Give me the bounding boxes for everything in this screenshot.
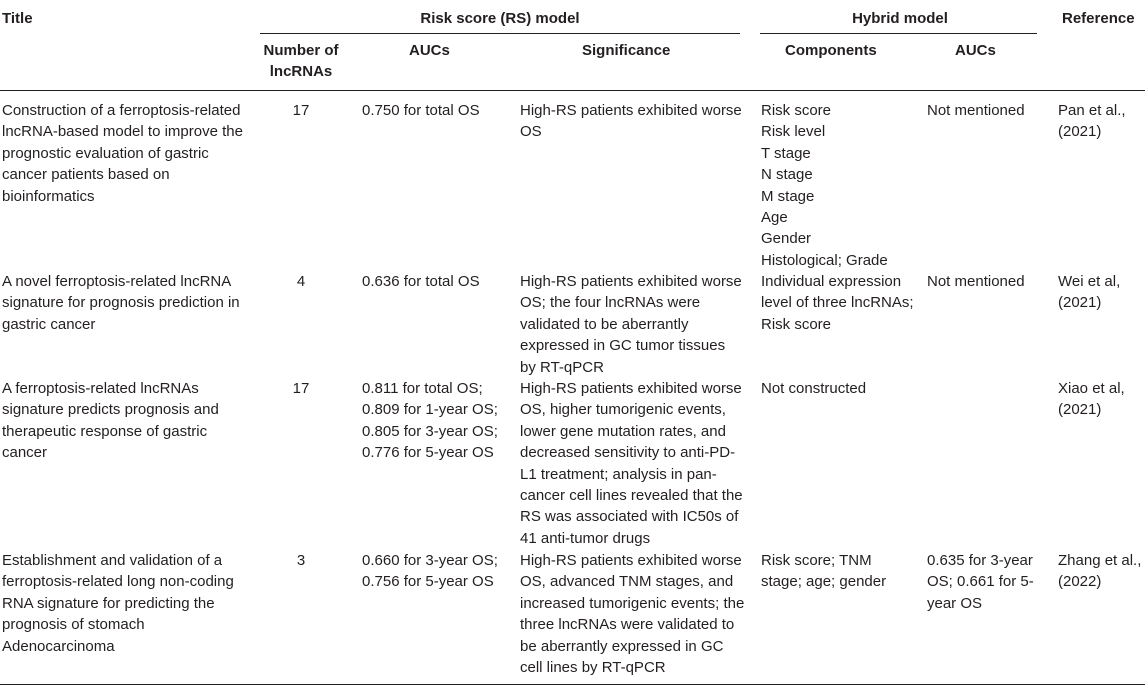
- row-1-reference: Pan et al., (2021): [1058, 102, 1126, 141]
- header-title: Title: [2, 10, 33, 27]
- row-2-significance: High-RS patients exhibited worse OS; the four lncRNAs were validated to be aberrantly expressed in GC tumor tissues by RT-qPCR: [520, 273, 742, 376]
- row-1-components: Risk score Risk level T stage N stage M stage Age Gender Histological; Grade: [761, 102, 888, 269]
- row-1-title: Construction of a ferroptosis-related lncRNA-based model to improve the prognostic evaluation of gastric cancer patients based on bioinformatics: [2, 102, 243, 205]
- row-1-num: 17: [292, 102, 310, 119]
- header-num-lncrnas: Number of lncRNAs: [263, 42, 339, 80]
- header-aucs: AUCs: [409, 42, 450, 59]
- row-2-title: A novel ferroptosis-related lncRNA signature for prognosis prediction in gastric cancer: [2, 273, 240, 333]
- row-3-significance: High-RS patients exhibited worse OS, higher tumorigenic events, lower gene mutation rates, and decreased sensitivity to anti-PD-L1 treatment; analysis in pan-cancer cell lines revealed that the RS was associated with IC50s of 41 anti-tumor drugs: [520, 380, 743, 547]
- row-2-aucs: 0.636 for total OS: [362, 273, 480, 290]
- row-4-components: Risk score; TNM stage; age; gender: [761, 552, 887, 591]
- row-3-num: 17: [292, 380, 310, 397]
- row-4-num: 3: [296, 552, 306, 569]
- row-4-significance: High-RS patients exhibited worse OS, advanced TNM stages, and increased tumorigenic events; the three lncRNAs were validated to be aberrantly expressed in GC cell lines by RT-qPCR: [520, 552, 745, 677]
- header-bottom-rule: [0, 90, 1145, 91]
- row-1-hybrid-aucs: Not mentioned: [927, 102, 1025, 119]
- row-2-components: Individual expression level of three lncRNAs; Risk score: [761, 273, 914, 333]
- rs-model-underline: [260, 33, 740, 34]
- row-4-reference: Zhang et al., (2022): [1058, 552, 1142, 591]
- row-3-components: Not constructed: [761, 380, 867, 397]
- header-reference: Reference: [1062, 10, 1135, 27]
- header-significance: Significance: [582, 42, 671, 59]
- header-hybrid-model: Hybrid model: [852, 10, 948, 27]
- row-4-aucs: 0.660 for 3-year OS; 0.756 for 5-year OS: [362, 552, 498, 591]
- header-components: Components: [785, 42, 877, 59]
- header-hybrid-aucs: AUCs: [955, 42, 996, 59]
- row-3-reference: Xiao et al, (2021): [1058, 380, 1125, 419]
- row-3-aucs: 0.811 for total OS; 0.809 for 1-year OS; 0.805 for 3-year OS; 0.776 for 5-year OS: [362, 380, 498, 462]
- row-2-num: 4: [296, 273, 306, 290]
- row-4-title: Establishment and validation of a ferroptosis-related long non-coding RNA signature for predicting the prognosis of stomach Adenocarcinoma: [2, 552, 234, 655]
- row-2-reference: Wei et al, (2021): [1058, 273, 1121, 312]
- row-1-significance: High-RS patients exhibited worse OS: [520, 102, 742, 141]
- hybrid-model-underline: [760, 33, 1037, 34]
- header-rs-model: Risk score (RS) model: [420, 10, 580, 27]
- row-3-title: A ferroptosis-related lncRNAs signature predicts prognosis and therapeutic response of gastric cancer: [2, 380, 219, 462]
- row-1-aucs: 0.750 for total OS: [362, 102, 480, 119]
- row-4-hybrid-aucs: 0.635 for 3-year OS; 0.661 for 5-year OS: [927, 552, 1034, 612]
- table-bottom-rule: [0, 684, 1145, 685]
- row-2-hybrid-aucs: Not mentioned: [927, 273, 1025, 290]
